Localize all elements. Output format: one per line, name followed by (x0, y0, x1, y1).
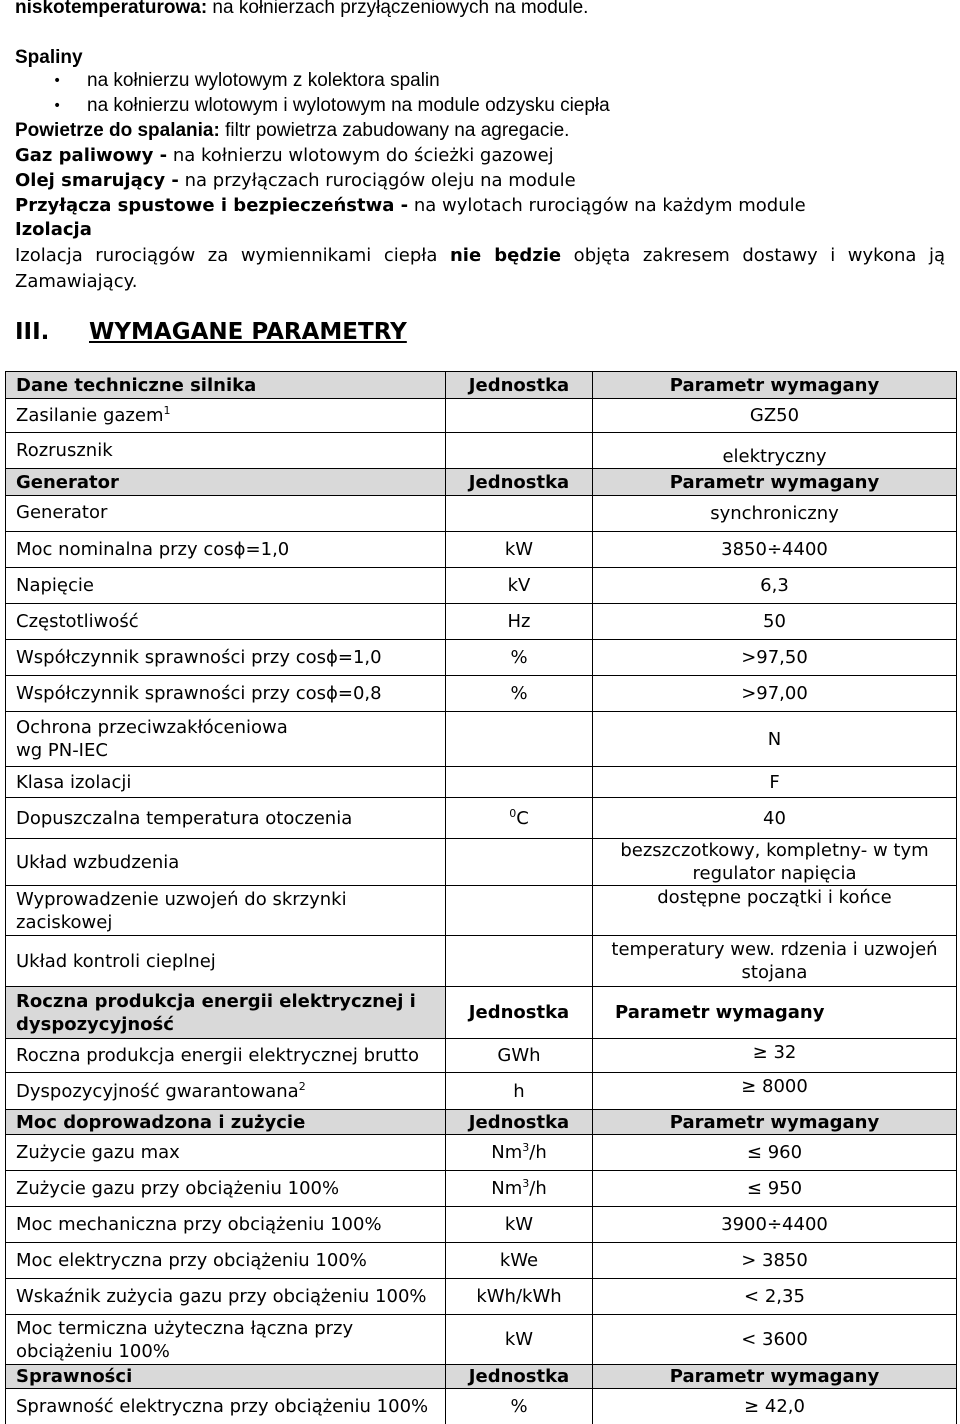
param-unit: Nm$^3$/h (446, 1135, 593, 1171)
table-row (6, 1039, 957, 1073)
less-equal-icon: ≤ (746, 1178, 762, 1199)
param-name: Rozrusznik (6, 433, 446, 469)
param-name: Moc elektryczna przy obciążeniu 100% (6, 1243, 446, 1279)
param-name: Generator (6, 496, 446, 532)
heading-spaliny: Spaliny (15, 47, 83, 68)
param-value: 3900÷4400 (593, 1207, 957, 1243)
header-name: Generator (6, 469, 446, 496)
paragraph-izolacja: Izolacja rurociągów za wymiennikami ciepła nie będzie objęta zakresem dostawy i wykona ją Zamawiający. (15, 245, 945, 292)
paragraph-gaz: Gaz paliwowy - na kołnierzu wlotowym do ścieżki gazowej (15, 145, 554, 166)
table-row (6, 839, 957, 886)
param-value: F (593, 767, 957, 798)
param-name: Zużycie gazu max (6, 1135, 446, 1171)
param-name: Sprawność elektryczna przy obciążeniu 100% (6, 1389, 446, 1424)
table-row (6, 433, 957, 469)
param-unit: Nm$^3$/h (446, 1171, 593, 1207)
parameters-table (5, 371, 957, 1424)
param-value: 3850÷4400 (593, 532, 957, 568)
table-row (6, 532, 957, 568)
paragraph-przylacza: Przyłącza spustowe i bezpieczeństwa - na wylotach rurociągów na każdym module (15, 195, 806, 216)
param-name: Ochrona przeciwzakłóceniowa wg PN-IEC (6, 712, 446, 767)
param-unit: kV (446, 568, 593, 604)
greater-equal-icon: ≥ (752, 1042, 768, 1063)
param-value: elektryczny (593, 433, 957, 469)
param-unit (446, 886, 593, 936)
param-value: 50 (593, 604, 957, 640)
bullet-item: na kołnierzu wylotowym z kolektora spalin (87, 70, 440, 91)
heading-izolacja: Izolacja (15, 219, 92, 240)
param-unit: kWe (446, 1243, 593, 1279)
table-row (6, 399, 957, 433)
table-row (6, 676, 957, 712)
header-value: Parametr wymagany (593, 372, 957, 399)
param-value: > 3850 (593, 1243, 957, 1279)
table-row (6, 798, 957, 839)
param-unit (446, 433, 593, 469)
table-header-row (6, 1110, 957, 1135)
param-unit: kW (446, 532, 593, 568)
param-unit: Hz (446, 604, 593, 640)
param-name: Częstotliwość (6, 604, 446, 640)
param-unit: kW (446, 1207, 593, 1243)
param-unit: kW (446, 1315, 593, 1365)
header-name: Moc doprowadzona i zużycie (6, 1110, 446, 1135)
table-row (6, 712, 957, 767)
table-row (6, 568, 957, 604)
table-row (6, 1243, 957, 1279)
table-row (6, 1135, 957, 1171)
param-name: Zasilanie gazem$^1$ (6, 399, 446, 433)
table-row (6, 886, 957, 936)
table-row (6, 1073, 957, 1110)
param-value: ≤ 950 (593, 1171, 957, 1207)
param-name: Współczynnik sprawności przy cosϕ=1,0 (6, 640, 446, 676)
param-unit (446, 839, 593, 886)
header-value: Parametr wymagany (593, 987, 957, 1039)
param-value: N (593, 712, 957, 767)
param-value: < 3600 (593, 1315, 957, 1365)
param-unit (446, 767, 593, 798)
header-name: Dane techniczne silnika (6, 372, 446, 399)
section-title: WYMAGANE PARAMETRY (89, 319, 407, 345)
param-unit: kWh/kWh (446, 1279, 593, 1315)
section-heading (15, 316, 407, 348)
greater-equal-icon: ≥ (744, 1396, 760, 1417)
paragraph-niskotemperaturowa: niskotemperaturowa: na kołnierzach przyłączeniowych na module. (15, 0, 589, 18)
table-row (6, 767, 957, 798)
table-row (6, 496, 957, 532)
param-name: Roczna produkcja energii elektrycznej brutto (6, 1039, 446, 1073)
param-value: 6,3 (593, 568, 957, 604)
table-row (6, 1207, 957, 1243)
param-unit: $^0$C (446, 798, 593, 839)
table-row (6, 1315, 957, 1365)
table-row (6, 1279, 957, 1315)
param-unit (446, 936, 593, 987)
greater-equal-icon: ≥ (741, 1076, 757, 1097)
param-name: Wyprowadzenie uzwojeń do skrzynki zaciskowej (6, 886, 446, 936)
header-value: Parametr wymagany (593, 1365, 957, 1389)
param-value: >97,50 (593, 640, 957, 676)
param-name: Moc nominalna przy cosϕ=1,0 (6, 532, 446, 568)
header-name: Sprawności (6, 1365, 446, 1389)
header-value: Parametr wymagany (593, 469, 957, 496)
table-row (6, 640, 957, 676)
param-value: ≥ 42,0 (593, 1389, 957, 1424)
bullet-item: na kołnierzu wlotowym i wylotowym na module odzysku ciepła (87, 95, 610, 116)
param-value: GZ50 (593, 399, 957, 433)
param-name: Moc mechaniczna przy obciążeniu 100% (6, 1207, 446, 1243)
param-name: Klasa izolacji (6, 767, 446, 798)
header-unit: Jednostka (446, 987, 593, 1039)
table-row (6, 1389, 957, 1424)
param-name: Układ wzbudzenia (6, 839, 446, 886)
bullet-icon: • (53, 98, 62, 114)
param-value: 40 (593, 798, 957, 839)
param-value: temperatury wew. rdzenia i uzwojeń stojana (593, 936, 957, 987)
param-unit (446, 496, 593, 532)
param-value: synchroniczny (593, 496, 957, 532)
header-unit: Jednostka (446, 372, 593, 399)
paragraph-olej: Olej smarujący - na przyłączach rurociągów oleju na module (15, 170, 576, 191)
param-name: Zużycie gazu przy obciążeniu 100% (6, 1171, 446, 1207)
param-unit: % (446, 676, 593, 712)
table-header-row (6, 469, 957, 496)
less-equal-icon: ≤ (746, 1142, 762, 1163)
header-unit: Jednostka (446, 469, 593, 496)
param-unit (446, 399, 593, 433)
param-value: ≥ 32 (593, 1039, 957, 1073)
param-unit: % (446, 640, 593, 676)
header-name: Roczna produkcja energii elektrycznej i dyspozycyjność (6, 987, 446, 1039)
param-value: >97,00 (593, 676, 957, 712)
param-unit (446, 712, 593, 767)
param-value: dostępne początki i końce (593, 886, 957, 936)
param-value: < 2,35 (593, 1279, 957, 1315)
header-unit: Jednostka (446, 1110, 593, 1135)
param-value: bezszczotkowy, kompletny- w tym regulator napięcia (593, 839, 957, 886)
table-header-row (6, 987, 957, 1039)
table-row (6, 604, 957, 640)
param-unit: h (446, 1073, 593, 1110)
table-row (6, 936, 957, 987)
table-header-row (6, 372, 957, 399)
param-unit: GWh (446, 1039, 593, 1073)
param-name: Dopuszczalna temperatura otoczenia (6, 798, 446, 839)
param-name: Wskaźnik zużycia gazu przy obciążeniu 100% (6, 1279, 446, 1315)
param-name: Współczynnik sprawności przy cosϕ=0,8 (6, 676, 446, 712)
param-value: ≥ 8000 (593, 1073, 957, 1110)
param-name: Dyspozycyjność gwarantowana$^2$ (6, 1073, 446, 1110)
section-number: III. (15, 319, 50, 345)
param-name: Napięcie (6, 568, 446, 604)
param-name: Układ kontroli cieplnej (6, 936, 446, 987)
bullet-icon: • (53, 73, 62, 89)
table-row (6, 1171, 957, 1207)
param-unit: % (446, 1389, 593, 1424)
header-unit: Jednostka (446, 1365, 593, 1389)
header-value: Parametr wymagany (593, 1110, 957, 1135)
table-header-row (6, 1365, 957, 1389)
param-value: ≤ 960 (593, 1135, 957, 1171)
param-name: Moc termiczna użyteczna łączna przy obciążeniu 100% (6, 1315, 446, 1365)
paragraph-powietrze: Powietrze do spalania: filtr powietrza zabudowany na agregacie. (15, 120, 570, 141)
